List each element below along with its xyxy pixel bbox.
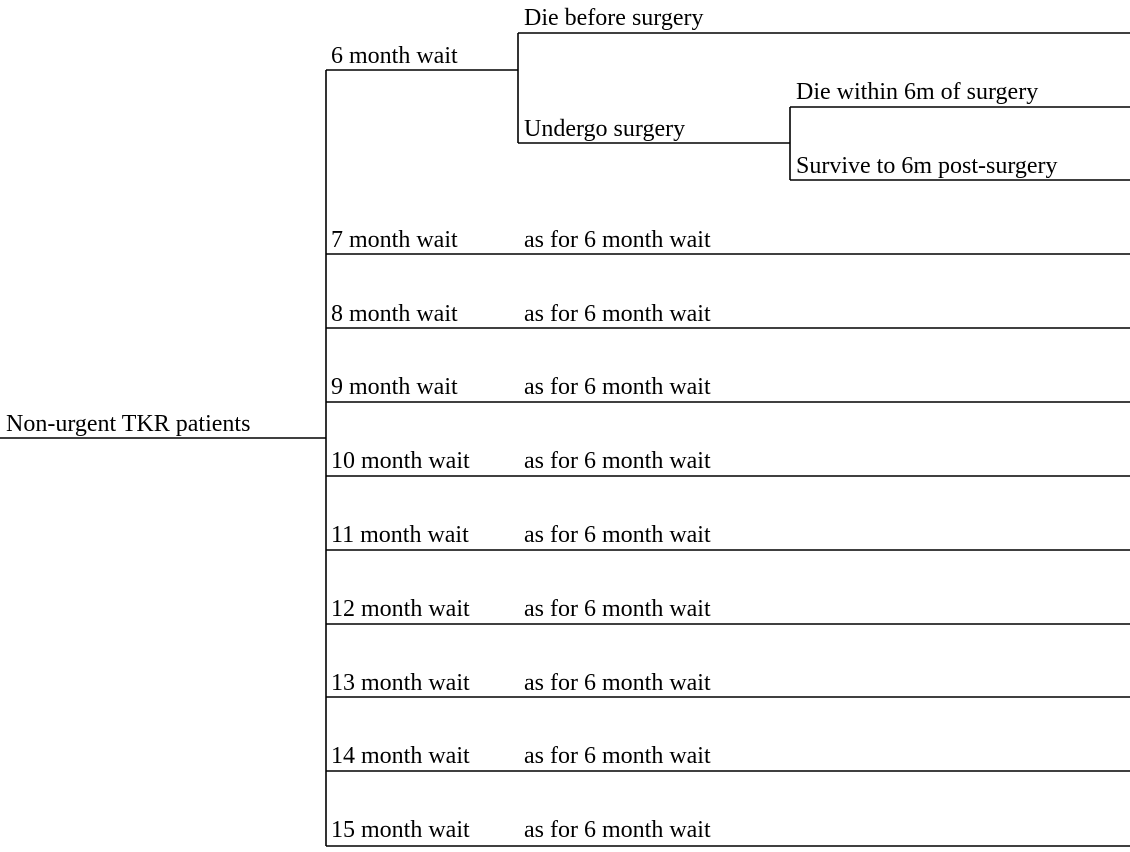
branch-8-month-note: as for 6 month wait — [524, 301, 711, 327]
branch-9-month-label: 9 month wait — [331, 374, 458, 400]
branch-13-month-label: 13 month wait — [331, 670, 470, 696]
branch-15-month-note: as for 6 month wait — [524, 817, 711, 843]
root-label: Non-urgent TKR patients — [6, 411, 251, 437]
branch-11-month-note: as for 6 month wait — [524, 522, 711, 548]
branch-6-month-label: 6 month wait — [331, 43, 458, 69]
branch-8-month-label: 8 month wait — [331, 301, 458, 327]
branch-10-month-label: 10 month wait — [331, 448, 470, 474]
branch-12-month-note: as for 6 month wait — [524, 596, 711, 622]
branch-14-month-note: as for 6 month wait — [524, 743, 711, 769]
branch-10-month-note: as for 6 month wait — [524, 448, 711, 474]
survive-6m-label: Survive to 6m post-surgery — [796, 153, 1058, 179]
branch-9-month-note: as for 6 month wait — [524, 374, 711, 400]
die-before-surgery-label: Die before surgery — [524, 5, 704, 31]
branch-7-month-label: 7 month wait — [331, 227, 458, 253]
die-within-6m-label: Die within 6m of surgery — [796, 79, 1039, 105]
branch-15-month-label: 15 month wait — [331, 817, 470, 843]
branch-12-month-label: 12 month wait — [331, 596, 470, 622]
branch-13-month-note: as for 6 month wait — [524, 670, 711, 696]
branch-14-month-label: 14 month wait — [331, 743, 470, 769]
branch-7-month-note: as for 6 month wait — [524, 227, 711, 253]
undergo-surgery-label: Undergo surgery — [524, 116, 686, 142]
branch-11-month-label: 11 month wait — [331, 522, 469, 548]
